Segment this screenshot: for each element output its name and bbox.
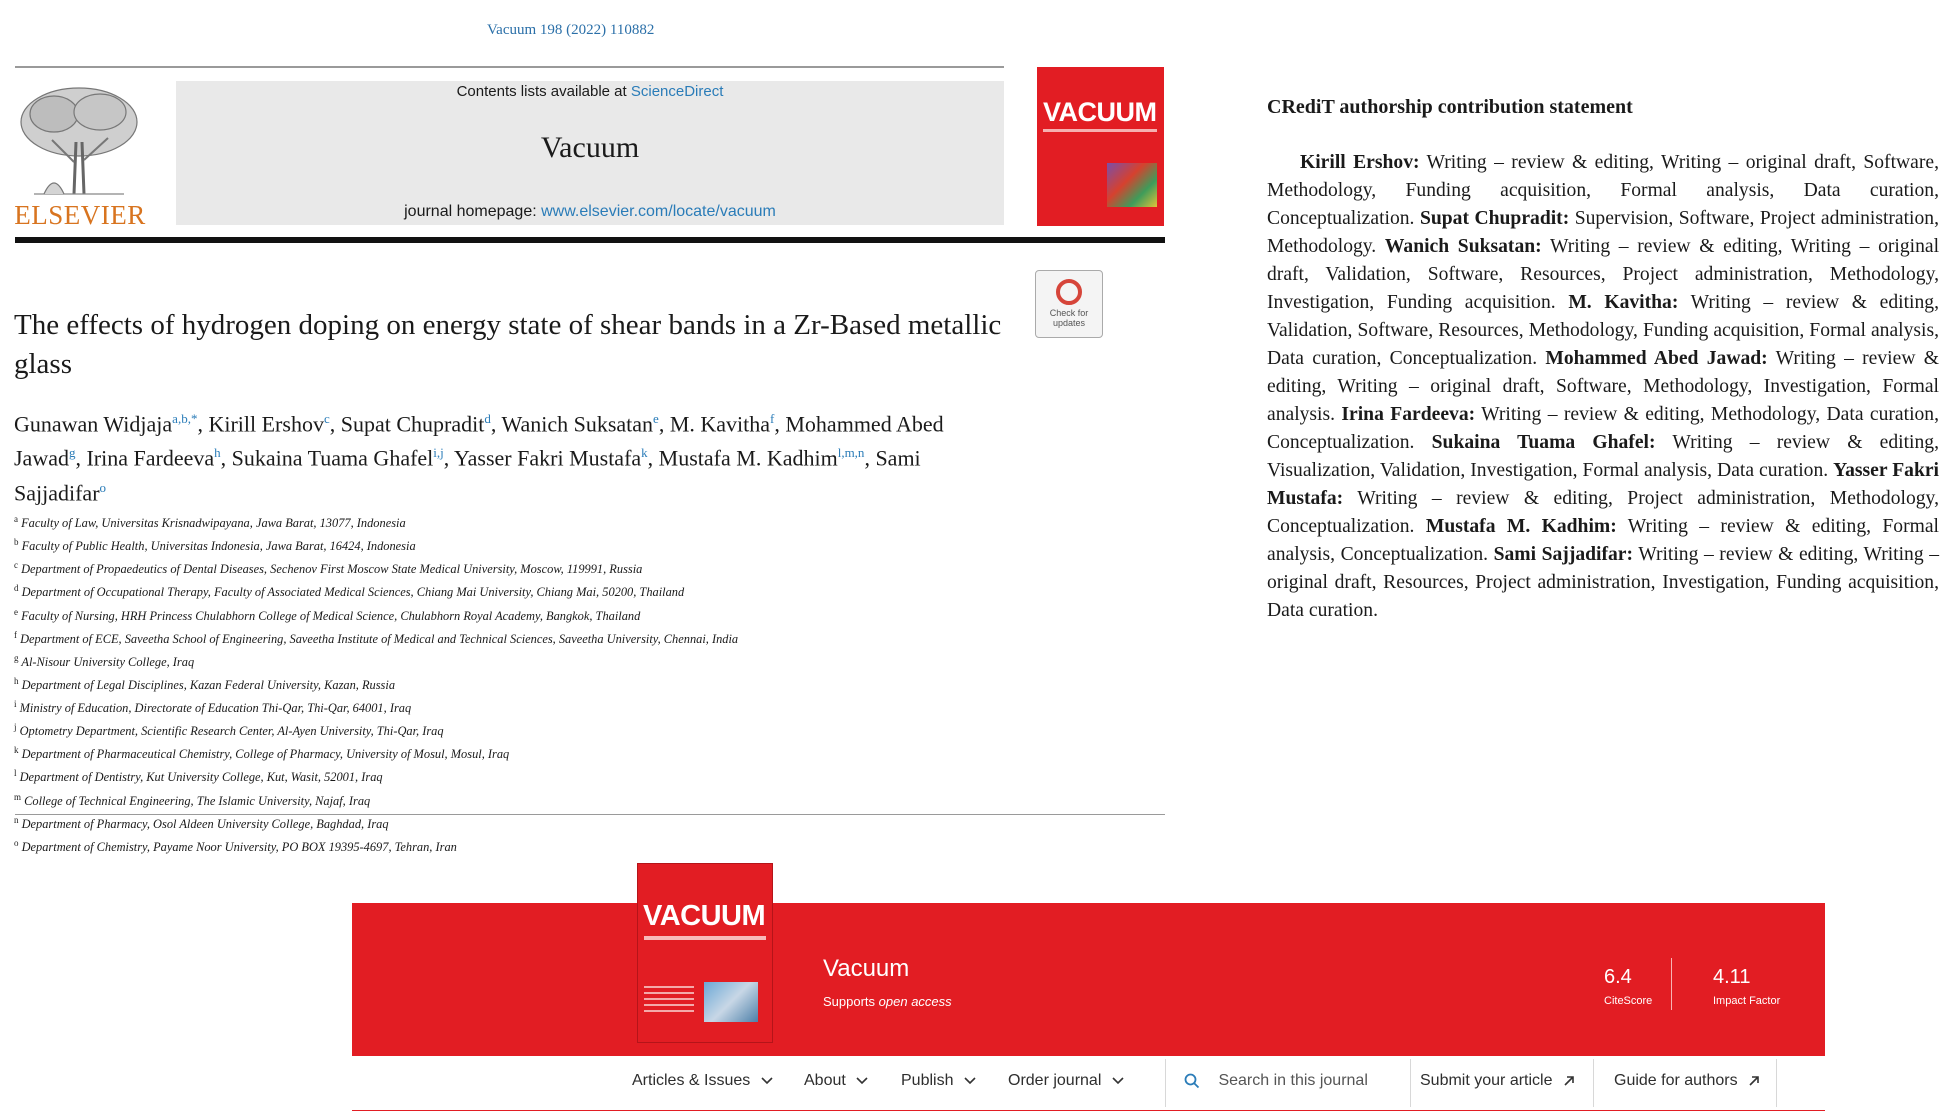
publisher-logo-text: ELSEVIER bbox=[14, 200, 146, 230]
affiliation-text: Faculty of Nursing, HRH Princess Chulabhorn College of Medical Science, Chulabhorn Royal Academy, Bangkok, Thailand bbox=[18, 608, 641, 623]
chevron-down-icon bbox=[1112, 1077, 1124, 1085]
nav-articles-issues[interactable] bbox=[632, 1072, 773, 1090]
credit-author-name: Irina Fardeeva: bbox=[1341, 404, 1476, 425]
author-affiliation-mark[interactable]: d bbox=[484, 411, 491, 426]
nav-separator bbox=[1410, 1059, 1411, 1107]
nav-about[interactable] bbox=[804, 1072, 868, 1090]
affiliation-text: College of Technical Engineering, The Islamic University, Najaf, Iraq bbox=[21, 793, 371, 808]
affiliation-key: i bbox=[14, 699, 17, 709]
author-affiliation-mark[interactable]: a,b,* bbox=[172, 411, 198, 426]
nav-publish-label: Publish bbox=[901, 1072, 954, 1089]
author-list: Gunawan Widjaja$^{a,b,*}$, Kirill Ershov$^c$, Supat Chupradit$^d$, Wanich Suksatan$^e$, M. Kavitha$^f$, Mohammed Abed Jawad$^g$, Irina Fardeeva$^h$, Sukaina Tuama Ghafel$^{i,j}$, Yasser Fakri Mustafa$^k$, Mustafa M. Kadhim$^{l,m,n}$, Sami Sajjadifar$^o$ bbox=[14, 411, 944, 505]
affiliation-text: Optometry Department, Scientific Research Center, Al-Ayen University, Thi-Qar, Iraq bbox=[16, 724, 444, 739]
citescore-label: CiteScore bbox=[1604, 995, 1653, 1007]
impact-factor-label: Impact Factor bbox=[1713, 995, 1781, 1007]
banner-cover-title: VACUUM bbox=[643, 900, 766, 932]
contents-line bbox=[176, 81, 1004, 100]
credit-author-name: Sukaina Tuama Ghafel: bbox=[1431, 432, 1656, 453]
submit-article-link[interactable] bbox=[1420, 1072, 1575, 1090]
affiliation-text: Department of Propaedeutics of Dental Diseases, Sechenov First Moscow State Medical University, Moscow, 119991, Russia bbox=[18, 562, 643, 577]
affiliation-text: Department of Pharmacy, Osol Aldeen University College, Baghdad, Iraq bbox=[18, 816, 389, 831]
homepage-line bbox=[176, 203, 1004, 221]
bookmark-seal-icon bbox=[1056, 279, 1082, 305]
affiliation-key: e bbox=[14, 606, 18, 617]
affiliation-key: m bbox=[14, 791, 22, 802]
affiliation-item bbox=[14, 834, 1004, 857]
guide-label: Guide for authors bbox=[1614, 1072, 1738, 1089]
affiliation-text: Ministry of Education, Directorate of Education Thi-Qar, Thi-Qar, 64001, Iraq bbox=[16, 701, 412, 716]
credit-statement bbox=[1267, 149, 1939, 625]
affiliation-text: Department of Chemistry, Payame Noor University, PO BOX 19395-4697, Tehran, Iran bbox=[18, 839, 457, 854]
affiliation-text: Department of Pharmaceutical Chemistry, College of Pharmacy, University of Mosul, Mosul, Iraq bbox=[18, 747, 510, 762]
check-updates-label: Check for updates bbox=[1049, 308, 1089, 328]
affiliation-item bbox=[14, 672, 1004, 695]
search-placeholder: Search in this journal bbox=[1218, 1072, 1368, 1089]
author-affiliation-mark[interactable]: f bbox=[770, 411, 775, 426]
nav-separator bbox=[1776, 1059, 1777, 1107]
top-rule bbox=[15, 66, 1004, 68]
credit-heading: CRediT authorship contribution statement bbox=[1267, 96, 1633, 118]
credit-roles: Writing – review & editing, Validation, Software, Resources, Methodology, Funding acquisition, Formal analysis, Data curation, Conceptualization. bbox=[1267, 292, 1939, 369]
affiliation-item bbox=[14, 533, 1004, 556]
affiliation-key: k bbox=[14, 745, 19, 756]
author-name[interactable]: M. Kavitha bbox=[669, 411, 771, 437]
author-name[interactable]: Mohammed Abed Jawad bbox=[14, 411, 944, 471]
affiliation-item bbox=[14, 718, 1004, 741]
author-affiliation-mark[interactable]: g bbox=[68, 445, 76, 461]
nav-about-label: About bbox=[804, 1072, 846, 1089]
affiliation-item bbox=[14, 510, 1004, 533]
affiliation-key: o bbox=[14, 837, 19, 848]
bottom-rule bbox=[15, 814, 1165, 815]
author-affiliation-mark[interactable]: i,j bbox=[433, 445, 444, 461]
affiliation-key: l bbox=[14, 768, 17, 779]
chevron-down-icon bbox=[761, 1077, 773, 1085]
chevron-down-icon bbox=[964, 1077, 976, 1085]
credit-roles: Writing – review & editing, Project administration, Methodology, Conceptualization. bbox=[1267, 488, 1939, 537]
credit-roles: Writing – review & editing, Writing – original draft, Validation, Software, Resources, Project administration, Methodology, Investigation, Funding acquisition. bbox=[1267, 236, 1940, 313]
author-name[interactable]: Gunawan Widjaja bbox=[14, 411, 173, 437]
affiliation-text: Faculty of Law, Universitas Krisnadwipayana, Jawa Barat, 13077, Indonesia bbox=[18, 516, 406, 531]
author-affiliation-mark[interactable]: e bbox=[653, 411, 659, 426]
affiliation-item bbox=[14, 649, 1004, 672]
nav-separator bbox=[1593, 1059, 1594, 1107]
journal-header-box bbox=[176, 81, 1004, 225]
affiliation-key: d bbox=[14, 583, 19, 594]
citation: Vacuum 198 (2022) 110882 bbox=[487, 22, 655, 38]
credit-roles: Writing – review & editing, Visualization, Validation, Investigation, Formal analysis, Data curation. bbox=[1267, 432, 1939, 481]
journal-name: Vacuum bbox=[540, 131, 640, 164]
header-bold-rule bbox=[15, 237, 1165, 243]
access-prefix: Supports bbox=[823, 994, 879, 1009]
affiliation-list bbox=[14, 510, 1004, 857]
affiliation-text: Department of Dentistry, Kut University College, Kut, Wasit, 52001, Iraq bbox=[16, 770, 383, 785]
external-arrow-icon bbox=[1563, 1075, 1575, 1087]
metric-divider bbox=[1671, 958, 1672, 1010]
author-name[interactable]: Irina Fardeeva bbox=[86, 445, 215, 471]
affiliation-key: h bbox=[14, 675, 19, 686]
chevron-down-icon bbox=[856, 1077, 868, 1085]
credit-roles: Writing – review & editing, Methodology, Data curation, Conceptualization. bbox=[1267, 404, 1940, 453]
author-name[interactable]: Kirill Ershov bbox=[208, 411, 324, 437]
affiliation-key: g bbox=[14, 652, 19, 663]
nav-separator bbox=[1165, 1059, 1166, 1107]
nav-order-journal[interactable] bbox=[1008, 1072, 1124, 1090]
credit-roles: Writing – review & editing, Writing – original draft, Software, Methodology, Funding acquisition, Formal analysis, Data curation, Conceptualization. bbox=[1267, 152, 1939, 229]
sciencedirect-link[interactable]: ScienceDirect bbox=[630, 83, 724, 100]
affiliation-text: Department of ECE, Saveetha School of Engineering, Saveetha Institute of Medical and Technical Sciences, Saveetha University, Chennai, India bbox=[17, 631, 739, 646]
credit-author-name: Kirill Ershov: bbox=[1300, 152, 1420, 173]
affiliation-item bbox=[14, 695, 1004, 718]
journal-nav-bar bbox=[352, 1056, 1825, 1110]
affiliation-item bbox=[14, 579, 1004, 602]
guide-for-authors-link[interactable] bbox=[1614, 1072, 1760, 1090]
homepage-prefix: journal homepage: bbox=[404, 203, 542, 220]
affiliation-item bbox=[14, 788, 1004, 811]
citescore-value: 6.4 bbox=[1604, 966, 1632, 988]
author-name[interactable]: Mustafa M. Kadhim bbox=[658, 445, 838, 471]
affiliation-key: n bbox=[14, 814, 19, 825]
affiliation-key: j bbox=[14, 722, 17, 733]
affiliation-key: f bbox=[14, 629, 17, 640]
author-name[interactable]: Sami Sajjadifar bbox=[14, 445, 921, 505]
affiliation-key: a bbox=[14, 514, 18, 524]
affiliation-text: Faculty of Public Health, Universitas Indonesia, Jawa Barat, 16424, Indonesia bbox=[18, 539, 416, 554]
author-name[interactable]: Yasser Fakri Mustafa bbox=[453, 445, 642, 471]
credit-author-name: Mohammed Abed Jawad: bbox=[1545, 348, 1768, 369]
nav-publish[interactable] bbox=[901, 1072, 976, 1090]
credit-author-name: Wanich Suksatan: bbox=[1384, 236, 1542, 257]
banner-journal-title: Vacuum bbox=[823, 955, 910, 982]
author-affiliation-mark[interactable]: h bbox=[214, 445, 221, 461]
author-affiliation-mark[interactable]: c bbox=[323, 411, 330, 426]
affiliation-text: Al-Nisour University College, Iraq bbox=[18, 654, 195, 669]
search-icon bbox=[1184, 1073, 1200, 1089]
author-affiliation-mark[interactable]: k bbox=[641, 445, 648, 461]
credit-roles: Writing – review & editing, Formal analysis, Conceptualization. bbox=[1267, 516, 1939, 565]
affiliation-key: b bbox=[14, 537, 19, 548]
paper-title: The effects of hydrogen doping on energy state of shear bands in a Zr-Based metallic glass bbox=[14, 309, 1002, 380]
credit-author-name: Sami Sajjadifar: bbox=[1493, 544, 1634, 565]
journal-search-input[interactable] bbox=[1184, 1072, 1368, 1090]
author-name[interactable]: Supat Chupradit bbox=[340, 411, 485, 437]
cover-title: VACUUM bbox=[1043, 97, 1157, 127]
check-for-updates-badge[interactable] bbox=[1035, 270, 1103, 338]
author-name[interactable]: Sukaina Tuama Ghafel bbox=[231, 445, 434, 471]
affiliation-item bbox=[14, 741, 1004, 764]
nav-order-label: Order journal bbox=[1008, 1072, 1102, 1089]
affiliation-key: c bbox=[14, 560, 18, 571]
journal-cover-thumbnail bbox=[1037, 67, 1164, 226]
banner-cover-image[interactable] bbox=[638, 864, 772, 1042]
affiliation-item bbox=[14, 603, 1004, 626]
credit-roles: Writing – review & editing, Writing – original draft, Software, Methodology, Investigation, Formal analysis. bbox=[1267, 348, 1939, 425]
external-arrow-icon bbox=[1748, 1075, 1760, 1087]
affiliation-item bbox=[14, 556, 1004, 579]
access-em: open access bbox=[878, 994, 952, 1009]
contents-prefix: Contents lists available at bbox=[456, 83, 631, 100]
author-affiliation-mark[interactable]: o bbox=[99, 479, 107, 495]
affiliation-text: Department of Occupational Therapy, Faculty of Associated Medical Sciences, Chiang Mai University, Chiang Mai, 50200, Thailand bbox=[18, 585, 685, 600]
credit-author-name: Yasser Fakri Mustafa: bbox=[1267, 460, 1939, 509]
author-name[interactable]: Wanich Suksatan bbox=[501, 411, 654, 437]
credit-roles: Writing – review & editing, Writing – original draft, Resources, Project administration, Investigation, Funding acquisition, Data curation. bbox=[1267, 544, 1939, 621]
credit-author-name: Supat Chupradit: bbox=[1419, 208, 1570, 229]
homepage-link[interactable]: www.elsevier.com/locate/vacuum bbox=[541, 203, 776, 220]
affiliation-item bbox=[14, 764, 1004, 787]
open-access-note bbox=[823, 994, 952, 1009]
nav-articles-label: Articles & Issues bbox=[632, 1072, 751, 1089]
affiliation-text: Department of Legal Disciplines, Kazan Federal University, Kazan, Russia bbox=[18, 678, 396, 692]
credit-roles: Supervision, Software, Project administration, Methodology. bbox=[1267, 208, 1939, 257]
credit-author-name: M. Kavitha: bbox=[1568, 292, 1679, 313]
submit-label: Submit your article bbox=[1420, 1072, 1553, 1089]
impact-factor-value: 4.11 bbox=[1713, 966, 1751, 988]
credit-author-name: Mustafa M. Kadhim: bbox=[1425, 516, 1617, 537]
affiliation-item bbox=[14, 626, 1004, 649]
author-affiliation-mark[interactable]: l,m,n bbox=[837, 445, 865, 461]
